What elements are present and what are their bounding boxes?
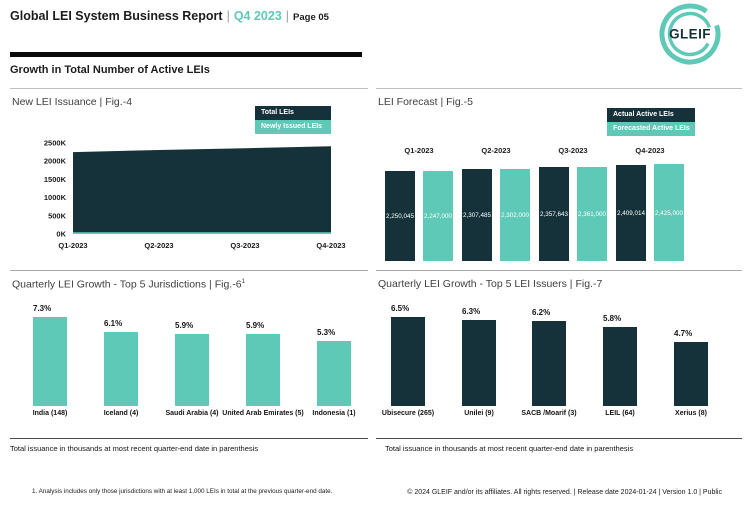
percent-label: 4.7% xyxy=(674,328,693,338)
y-axis-tick-label: 0K xyxy=(56,229,66,239)
legend-item-newly-issued-leis: Newly Issued LEIs xyxy=(255,120,331,134)
chart-title-fig6: Quarterly LEI Growth - Top 5 Jurisdictions | $Fig.-6^1$ xyxy=(12,278,246,291)
y-axis-tick-label: 2500K xyxy=(43,138,66,148)
header-divider-bar xyxy=(10,52,362,57)
bar-value-label: 2,361,000 xyxy=(577,210,606,218)
percent-label: 6.2% xyxy=(532,308,551,318)
percent-label: 6.1% xyxy=(104,318,123,328)
category-label: Xerius (8) xyxy=(675,410,707,417)
gleif-logo xyxy=(656,2,724,66)
legend-fig4 xyxy=(255,106,331,134)
chart-title-fig5: LEI Forecast | Fig.-5 xyxy=(378,96,473,108)
category-label: LEIL (64) xyxy=(605,410,635,417)
panel-top5-jurisdictions xyxy=(10,270,368,439)
legend-item-forecasted-active-leis: Forecasted Active LEIs xyxy=(607,122,695,136)
y-axis-tick-label: 1500K xyxy=(43,174,66,184)
chart-title-fig4: New LEI Issuance | Fig.-4 xyxy=(12,96,133,108)
forecasted-bar-Q1-2023 xyxy=(423,171,453,261)
bar-SACB /Moarif (3) xyxy=(532,321,566,406)
footnote-marker: 1 xyxy=(241,278,246,285)
bar-Indonesia (1) xyxy=(317,341,351,406)
legend-item-total-leis: Total LEIs xyxy=(255,106,331,120)
x-axis-tick-label: Q1-2023 xyxy=(58,241,88,250)
category-label: Indonesia (1) xyxy=(312,410,356,417)
forecasted-bar-Q4-2023 xyxy=(654,164,684,261)
issuers-bar-chart xyxy=(376,295,742,417)
percent-label: 5.3% xyxy=(317,328,336,338)
quarter-label: Q4-2023 xyxy=(635,146,665,155)
bar-Ubisecure (265) xyxy=(391,317,425,406)
legend-item-actual-active-leis: Actual Active LEIs xyxy=(607,108,695,122)
category-label: Saudi Arabia (4) xyxy=(165,410,219,417)
bar-value-label: 2,409,014 xyxy=(616,209,645,217)
quarter-label: Q2-2023 xyxy=(481,146,511,155)
y-axis-tick-label: 1000K xyxy=(43,193,66,203)
newly-issued-leis-band xyxy=(73,232,331,234)
chart-title-fig7: Quarterly LEI Growth - Top 5 LEI Issuers | Fig.-7 xyxy=(378,278,603,290)
forecast-bar-chart xyxy=(376,146,742,261)
category-label: Unilei (9) xyxy=(464,410,494,417)
bar-Iceland (4) xyxy=(104,332,138,406)
header-divider: | xyxy=(285,9,290,23)
x-axis-tick-label: Q3-2023 xyxy=(230,241,260,250)
section-title: Growth in Total Number of Active LEIs xyxy=(10,64,210,76)
y-axis-tick-label: 500K xyxy=(48,211,66,221)
header-divider: | xyxy=(226,9,230,23)
forecasted-bar-Q3-2023 xyxy=(577,167,607,261)
bar-value-label: 2,357,643 xyxy=(539,210,568,218)
category-label: Ubisecure (265) xyxy=(381,410,435,417)
x-axis-tick-label: Q4-2023 xyxy=(316,241,346,250)
percent-label: 5.9% xyxy=(246,321,265,331)
quarter-label: Q3-2023 xyxy=(558,146,588,155)
report-header xyxy=(10,9,329,23)
panel-new-lei-issuance xyxy=(10,88,368,269)
percent-label: 5.9% xyxy=(175,321,194,331)
report-period: Q4 2023 xyxy=(233,9,282,23)
bar-value-label: 2,307,485 xyxy=(462,211,491,219)
bar-value-label: 2,302,000 xyxy=(500,211,529,219)
forecasted-bar-Q2-2023 xyxy=(500,169,530,261)
actual-bar-Q2-2023 xyxy=(462,169,492,261)
bar-Saudi Arabia (4) xyxy=(175,334,209,406)
quarter-label: Q1-2023 xyxy=(404,146,434,155)
bar-LEIL (64) xyxy=(603,327,637,406)
report-title: Global LEI System Business Report xyxy=(10,9,223,23)
chart-note-right: Total issuance in thousands at most recent quarter-end date in parenthesis xyxy=(385,444,634,453)
percent-label: 7.3% xyxy=(33,304,52,313)
bar-value-label: 2,425,000 xyxy=(654,209,683,217)
category-label: SACB /Moarif (3) xyxy=(521,410,577,417)
chart-note-left: Total issuance in thousands at most recent quarter-end date in parenthesis xyxy=(10,444,259,453)
copyright-footer: © 2024 GLEIF and/or its affiliates. All rights reserved. | Release date 2024-01-24 | Version 1.0 | Public xyxy=(407,489,722,496)
panel-lei-forecast xyxy=(376,88,742,269)
bar-United Arab Emirates (5) xyxy=(246,334,280,406)
category-label: Iceland (4) xyxy=(103,410,139,417)
bar-value-label: 2,250,045 xyxy=(385,213,414,220)
actual-bar-Q1-2023 xyxy=(385,171,415,261)
bar-value-label: 2,247,000 xyxy=(423,213,452,221)
total-leis-area xyxy=(73,146,331,234)
actual-bar-Q3-2023 xyxy=(539,167,569,261)
x-axis-tick-label: Q2-2023 xyxy=(144,241,174,250)
logo-text: GLEIF xyxy=(669,26,711,42)
panel-top5-lei-issuers xyxy=(376,270,742,439)
footnote: 1. Analysis includes only those jurisdictions with at least 1,000 LEIs in total at the previous quarter-end date. xyxy=(32,488,333,495)
area-chart xyxy=(10,135,368,257)
bar-India (148) xyxy=(33,317,67,406)
legend-fig5 xyxy=(607,108,695,136)
actual-bar-Q4-2023 xyxy=(616,165,646,261)
percent-label: 6.3% xyxy=(462,306,481,316)
category-label: United Arab Emirates (5) xyxy=(222,410,304,417)
y-axis-tick-label: 2000K xyxy=(43,156,66,166)
percent-label: 6.5% xyxy=(391,304,410,313)
bar-Xerius (8) xyxy=(674,342,708,406)
page-number: Page 05 xyxy=(293,12,329,23)
percent-label: 5.8% xyxy=(603,313,622,323)
bar-Unilei (9) xyxy=(462,320,496,406)
category-label: India (148) xyxy=(32,410,68,417)
jurisdictions-bar-chart xyxy=(10,295,368,417)
